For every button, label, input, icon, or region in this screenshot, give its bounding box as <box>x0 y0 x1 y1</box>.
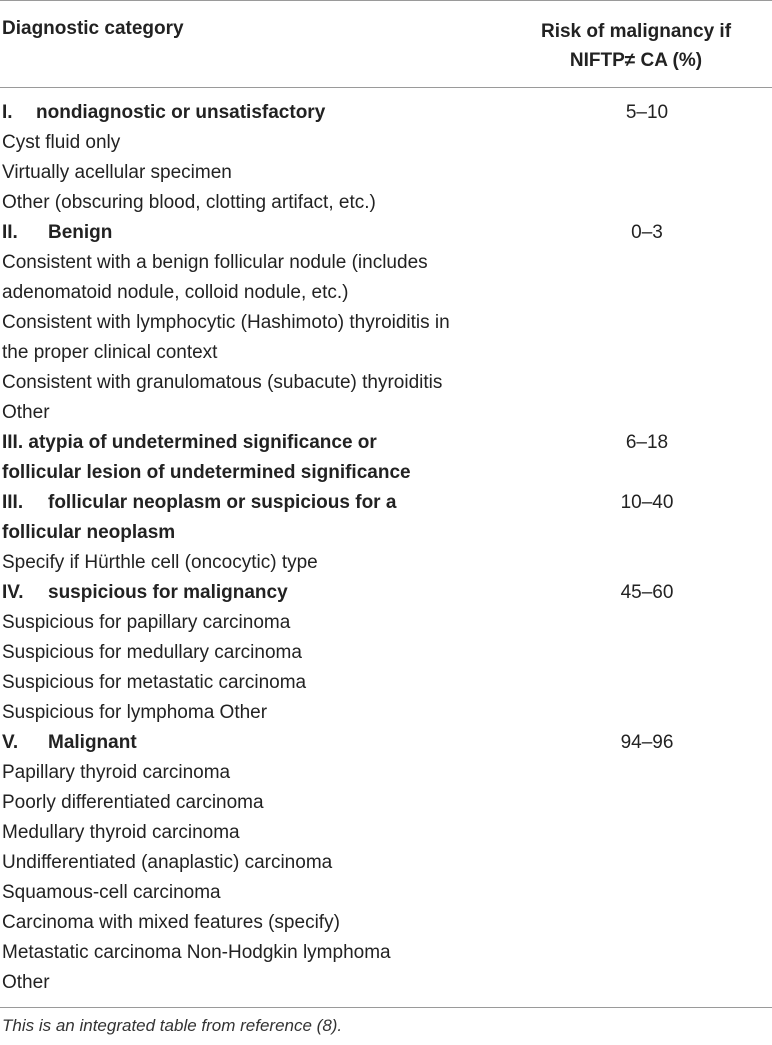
item-label: Carcinoma with mixed features (specify) <box>2 912 340 933</box>
header-risk-of-malignancy <box>506 17 766 75</box>
table-row <box>0 878 772 908</box>
table-row <box>0 908 772 938</box>
table-row <box>0 818 772 848</box>
item-label: Other <box>2 402 50 423</box>
table-row <box>0 938 772 968</box>
category-title-cont: follicular neoplasm <box>2 522 176 543</box>
category-title: follicular neoplasm or suspicious for a <box>48 492 397 513</box>
table-row <box>0 158 772 188</box>
table-row <box>0 308 772 338</box>
table-row <box>0 548 772 578</box>
table-row <box>0 698 772 728</box>
category-title: Benign <box>48 222 113 243</box>
table-row <box>0 608 772 638</box>
table-row <box>0 278 772 308</box>
table-row <box>0 788 772 818</box>
category-row-suspicious <box>0 578 772 608</box>
table-body <box>0 98 772 998</box>
category-row-atypia-cont <box>0 458 772 488</box>
risk-value: 0–3 <box>631 222 663 243</box>
category-row-atypia <box>0 428 772 458</box>
item-label: Poorly differentiated carcinoma <box>2 792 264 813</box>
item-label: Medullary thyroid carcinoma <box>2 822 240 843</box>
header-diagnostic-category: Diagnostic category <box>2 18 184 39</box>
risk-value: 45–60 <box>620 582 674 603</box>
table-row <box>0 848 772 878</box>
category-number: V. <box>2 732 19 753</box>
table-header <box>0 0 772 87</box>
risk-value: 5–10 <box>625 102 669 123</box>
item-label: Suspicious for medullary carcinoma <box>2 642 302 663</box>
category-title: nondiagnostic or unsatisfactory <box>36 102 326 123</box>
item-label: Consistent with lymphocytic (Hashimoto) thyroiditis in <box>2 312 450 333</box>
table-row <box>0 248 772 278</box>
table-row <box>0 758 772 788</box>
category-row-malignant <box>0 728 772 758</box>
item-label: Consistent with a benign follicular nodule (includes <box>2 252 428 273</box>
category-title: Malignant <box>48 732 137 753</box>
item-label: the proper clinical context <box>2 342 218 363</box>
item-label: Suspicious for papillary carcinoma <box>2 612 291 633</box>
category-number: IV. <box>2 582 24 603</box>
category-title-cont: follicular lesion of undetermined significance <box>2 462 411 483</box>
table-row <box>0 368 772 398</box>
risk-value: 10–40 <box>620 492 674 513</box>
table-row <box>0 398 772 428</box>
header-risk-line1: Risk of malignancy if <box>540 21 732 42</box>
item-label: Metastatic carcinoma Non-Hodgkin lymphoma <box>2 942 391 963</box>
category-row-nondiagnostic <box>0 98 772 128</box>
item-label: Virtually acellular specimen <box>2 162 232 183</box>
category-row-follicular-neoplasm <box>0 488 772 518</box>
category-title: suspicious for malignancy <box>48 582 288 603</box>
table-row <box>0 668 772 698</box>
category-row-benign <box>0 218 772 248</box>
category-number: III. <box>2 432 24 453</box>
item-label: Suspicious for metastatic carcinoma <box>2 672 307 693</box>
risk-value: 6–18 <box>625 432 669 453</box>
item-label: Suspicious for lymphoma Other <box>2 702 268 723</box>
table-row <box>0 188 772 218</box>
table-footnote: This is an integrated table from reference (8). <box>2 1016 343 1035</box>
item-label: Other <box>2 972 50 993</box>
category-number: III. <box>2 492 24 513</box>
table-bottom-rule <box>0 1007 772 1008</box>
item-label: Specify if Hürthle cell (oncocytic) type <box>2 552 318 573</box>
table-row <box>0 128 772 158</box>
category-number: I. <box>2 102 13 123</box>
item-label: Cyst fluid only <box>2 132 121 153</box>
item-label: Consistent with granulomatous (subacute) thyroiditis <box>2 372 443 393</box>
table-row <box>0 338 772 368</box>
item-label: Other (obscuring blood, clotting artifact, etc.) <box>2 192 376 213</box>
table-row <box>0 638 772 668</box>
item-label: adenomatoid nodule, colloid nodule, etc.) <box>2 282 349 303</box>
table-row <box>0 968 772 998</box>
header-risk-line2: NIFTP≠ CA (%) <box>569 50 703 71</box>
item-label: Papillary thyroid carcinoma <box>2 762 231 783</box>
item-label: Undifferentiated (anaplastic) carcinoma <box>2 852 333 873</box>
category-title: atypia of undetermined significance or <box>28 432 377 453</box>
item-label: Squamous-cell carcinoma <box>2 882 221 903</box>
table-header-rule <box>0 87 772 88</box>
category-row-follicular-neoplasm-cont <box>0 518 772 548</box>
risk-value: 94–96 <box>620 732 674 753</box>
category-number: II. <box>2 222 18 243</box>
